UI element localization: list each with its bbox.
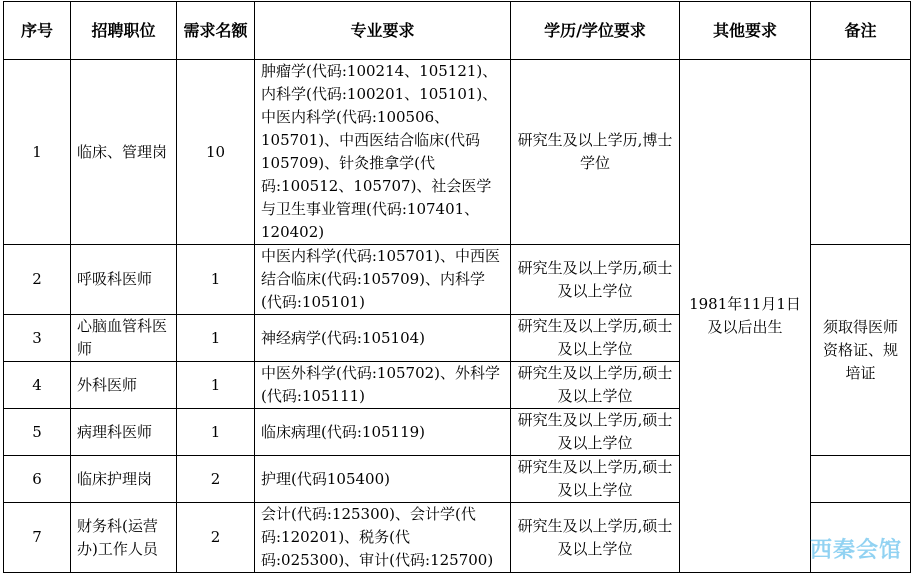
cell-seq: 7 (4, 503, 71, 573)
cell-note-empty (811, 456, 911, 503)
cell-degree: 研究生及以上学历,博士学位 (511, 60, 680, 245)
header-row (4, 2, 911, 60)
cell-quota: 1 (177, 409, 255, 456)
cell-quota: 2 (177, 503, 255, 573)
cell-major: 护理(代码105400) (255, 456, 511, 503)
cell-seq: 2 (4, 245, 71, 315)
cell-major: 会计(代码:125300)、会计学(代码:120201)、税务(代码:025300)、审计(代码:125700) (255, 503, 511, 573)
header-degree: 学历/学位要求 (511, 2, 680, 60)
cell-seq: 1 (4, 60, 71, 245)
header-position: 招聘职位 (71, 2, 177, 60)
cell-position: 呼吸科医师 (71, 245, 177, 315)
cell-major: 临床病理(代码:105119) (255, 409, 511, 456)
cell-seq: 5 (4, 409, 71, 456)
cell-position: 心脑血管科医师 (71, 315, 177, 362)
recruitment-table (3, 1, 911, 573)
cell-major: 肿瘤学(代码:100214、105121)、内科学(代码:100201、105101)、中医内科学(代码:100506、105701)、中西医结合临床(代码105709)、针灸推拿学(代码:100512、105707)、社会医学与卫生事业管理(代码:107401、120402) (255, 60, 511, 245)
header-seq: 序号 (4, 2, 71, 60)
cell-degree: 研究生及以上学历,硕士及以上学位 (511, 362, 680, 409)
cell-quota: 10 (177, 60, 255, 245)
cell-major: 中医外科学(代码:105702)、外科学(代码:105111) (255, 362, 511, 409)
header-quota: 需求名额 (177, 2, 255, 60)
cell-quota: 1 (177, 315, 255, 362)
table-row (4, 60, 911, 245)
cell-quota: 1 (177, 245, 255, 315)
cell-major: 神经病学(代码:105104) (255, 315, 511, 362)
watermark-logo: 西秦会馆 (809, 538, 902, 563)
cell-position: 病理科医师 (71, 409, 177, 456)
cell-major: 中医内科学(代码:105701)、中西医结合临床(代码:105709)、内科学(代码:105101) (255, 245, 511, 315)
cell-position: 外科医师 (71, 362, 177, 409)
cell-position: 临床、管理岗 (71, 60, 177, 245)
header-major: 专业要求 (255, 2, 511, 60)
cell-degree: 研究生及以上学历,硕士及以上学位 (511, 503, 680, 573)
header-other: 其他要求 (680, 2, 811, 60)
cell-note-empty (811, 60, 911, 245)
header-note: 备注 (811, 2, 911, 60)
cell-seq: 6 (4, 456, 71, 503)
cell-degree: 研究生及以上学历,硕士及以上学位 (511, 409, 680, 456)
cell-position: 临床护理岗 (71, 456, 177, 503)
cell-quota: 1 (177, 362, 255, 409)
cell-degree: 研究生及以上学历,硕士及以上学位 (511, 315, 680, 362)
cell-degree: 研究生及以上学历,硕士及以上学位 (511, 456, 680, 503)
cell-degree: 研究生及以上学历,硕士及以上学位 (511, 245, 680, 315)
cell-note: 须取得医师资格证、规培证 (811, 245, 911, 456)
cell-quota: 2 (177, 456, 255, 503)
cell-other-requirement: 1981年11月1日及以后出生 (680, 60, 811, 573)
cell-seq: 4 (4, 362, 71, 409)
cell-seq: 3 (4, 315, 71, 362)
cell-position: 财务科(运营办)工作人员 (71, 503, 177, 573)
